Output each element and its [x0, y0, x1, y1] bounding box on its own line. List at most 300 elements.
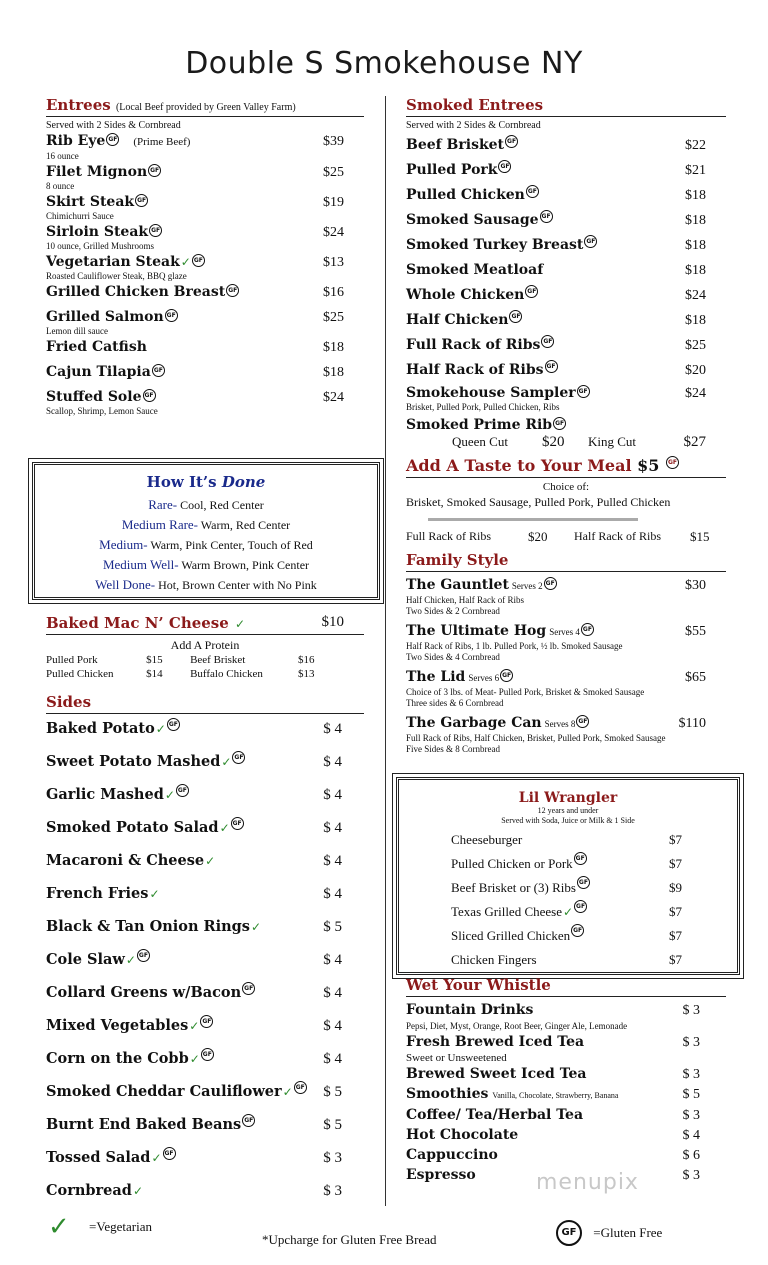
doneness-title [35, 473, 377, 491]
entree-desc: Roasted Cauliflower Steak, BBQ glaze [46, 271, 187, 281]
taste-half-label: Half Rack of Ribs [574, 529, 661, 543]
entree-item [46, 364, 364, 381]
entrees-list [46, 133, 364, 417]
gluten-free-icon: GF [231, 817, 244, 830]
lil-wrangler-list [399, 828, 737, 972]
family-desc: Five Sides & 8 Cornbread [406, 744, 500, 754]
mac-protein-price: $15 [146, 654, 163, 666]
entree-price: $24 [323, 225, 344, 240]
side-price: $ 5 [323, 1117, 342, 1133]
lil-wrangler-name: Beef Brisket or (3) Ribs [451, 880, 576, 895]
vegetarian-icon: ✓ [155, 722, 166, 736]
smoked-price: $18 [685, 188, 706, 203]
family-serves: Serves 4 [549, 627, 580, 637]
vegetarian-legend-icon: ✓ [48, 1212, 70, 1242]
family-price: $65 [685, 670, 706, 685]
taste-ribs [406, 529, 726, 547]
family-item [406, 715, 726, 755]
side-price: $ 4 [323, 1051, 342, 1067]
side-item [46, 1048, 364, 1081]
doneness-list [35, 495, 377, 595]
gluten-free-icon: GF [163, 1147, 176, 1160]
gluten-free-legend-label: =Gluten Free [593, 1225, 663, 1240]
entree-name: Skirt Steak [46, 194, 135, 210]
side-name: Smoked Potato Salad [46, 819, 219, 836]
entrees-note: (Local Beef provided by Green Valley Farm) [115, 102, 296, 113]
smoked-item [406, 210, 726, 231]
footer-veg-legend [48, 1212, 152, 1242]
side-name: Corn on the Cobb [46, 1050, 189, 1067]
doneness-description: Warm, Red Center [198, 518, 291, 532]
entree-name: Fried Catfish [46, 339, 147, 355]
gluten-free-icon: GF [571, 924, 584, 937]
lil-wrangler-price: $7 [669, 928, 682, 943]
gluten-free-icon: GF [200, 1015, 213, 1028]
smoked-title: Smoked Entrees [406, 96, 544, 114]
smoked-sub: Served with 2 Sides & Cornbread [406, 120, 541, 131]
drinks-list [406, 1001, 726, 1185]
side-price: $ 4 [323, 721, 342, 737]
gluten-free-icon: GF [545, 360, 558, 373]
drink-price: $ 3 [682, 1035, 700, 1050]
gluten-free-icon: GF [148, 164, 161, 177]
doneness-line [35, 535, 377, 555]
family-name: The Garbage Can [406, 715, 542, 731]
lil-wrangler-name: Texas Grilled Cheese [451, 904, 562, 919]
drink-item [406, 1033, 726, 1065]
side-price: $ 5 [323, 1084, 342, 1100]
family-price: $110 [678, 716, 706, 731]
family-serves: Serves 6 [468, 673, 500, 683]
gluten-free-icon: GF [242, 982, 255, 995]
sides-title: Sides [46, 693, 92, 711]
taste-rule [428, 518, 638, 521]
side-price: $ 4 [323, 985, 342, 1001]
side-item [46, 817, 364, 850]
mac-protein-name: Pulled Chicken [46, 668, 114, 680]
side-price: $ 4 [323, 952, 342, 968]
lil-wrangler-name: Pulled Chicken or Pork [451, 856, 573, 871]
watermark: menupix [536, 1170, 639, 1195]
smoked-desc: Brisket, Pulled Pork, Pulled Chicken, Ribs [406, 402, 560, 412]
smoked-name: Smokehouse Sampler [406, 385, 576, 401]
entree-desc: Lemon dill sauce [46, 326, 108, 336]
gluten-free-icon: GF [226, 284, 239, 297]
drink-name: Smoothies [406, 1086, 489, 1102]
side-item [46, 1114, 364, 1147]
lil-wrangler-item [451, 924, 737, 948]
side-item [46, 1015, 364, 1048]
prime-rib [406, 417, 726, 434]
drink-desc: Pepsi, Diet, Myst, Orange, Root Beer, Ginger Ale, Lemonade [406, 1021, 628, 1031]
side-name: Macaroni & Cheese [46, 852, 205, 869]
drinks-title: Wet Your Whistle [406, 976, 551, 994]
gluten-free-icon: GF [574, 852, 587, 865]
entree-name: Filet Mignon [46, 164, 148, 180]
gluten-free-icon: GF [192, 254, 205, 267]
smoked-item [406, 385, 726, 413]
sides-heading [46, 693, 364, 714]
drink-item [406, 1106, 726, 1125]
drinks-heading [406, 976, 726, 997]
side-name: Burnt End Baked Beans [46, 1116, 242, 1133]
lil-wrangler-price: $7 [669, 904, 682, 919]
vegetarian-icon: ✓ [563, 905, 574, 919]
gluten-free-icon: GF [666, 456, 679, 469]
drink-item [406, 1001, 726, 1033]
side-name: French Fries [46, 885, 149, 902]
gluten-free-icon: GF [525, 285, 538, 298]
doneness-level: Well Done- [95, 577, 156, 592]
family-item [406, 577, 726, 617]
entree-price: $16 [323, 285, 344, 300]
mac-protein-price: $14 [146, 668, 163, 680]
drink-name: Hot Chocolate [406, 1127, 519, 1143]
gluten-free-icon: GF [541, 335, 554, 348]
side-price: $ 3 [323, 1150, 342, 1166]
sides-list [46, 718, 364, 1213]
smoked-item [406, 160, 726, 181]
entree-desc: Scallop, Shrimp, Lemon Sauce [46, 406, 158, 416]
smoked-item [406, 360, 726, 381]
lil-wrangler-price: $7 [669, 952, 682, 967]
doneness-line [35, 575, 377, 595]
doneness-box [32, 462, 380, 600]
gluten-free-icon: GF [152, 364, 165, 377]
vegetarian-icon: ✓ [221, 755, 232, 769]
smoked-price: $20 [685, 363, 706, 378]
drink-price: $ 3 [682, 1067, 700, 1082]
side-item [46, 883, 364, 916]
smoked-price: $21 [685, 163, 706, 178]
smoked-item [406, 135, 726, 156]
doneness-level: Medium- [99, 537, 148, 552]
entree-item [46, 309, 364, 337]
entree-name: Stuffed Sole [46, 389, 142, 405]
entree-item [46, 284, 364, 301]
smoked-item [406, 235, 726, 256]
mac-protein-price: $16 [298, 654, 315, 666]
drink-name: Espresso [406, 1167, 476, 1183]
smoked-name: Smoked Meatloaf [406, 262, 544, 278]
drink-desc: Sweet or Unsweetened [406, 1052, 507, 1064]
lil-wrangler-price: $9 [669, 880, 682, 895]
drink-name: Fresh Brewed Iced Tea [406, 1034, 585, 1050]
gluten-free-icon: GF [544, 577, 557, 590]
entree-desc: Chimichurri Sauce [46, 211, 114, 221]
queen-cut-price: $20 [542, 434, 565, 450]
drink-price: $ 5 [682, 1087, 700, 1102]
mac-heading [46, 614, 364, 635]
taste-price: $5 [637, 456, 660, 475]
side-price: $ 4 [323, 853, 342, 869]
side-price: $ 4 [323, 1018, 342, 1034]
gluten-free-icon: GF [526, 185, 539, 198]
drink-name: Cappuccino [406, 1147, 498, 1163]
doneness-level: Medium Well- [102, 557, 179, 572]
lil-wrangler-item [451, 828, 737, 852]
family-desc: Two Sides & 4 Cornbread [406, 652, 500, 662]
side-name: Garlic Mashed [46, 786, 164, 803]
lil-wrangler-item [451, 948, 737, 972]
doneness-line [35, 515, 377, 535]
lil-wrangler-item [451, 852, 737, 876]
gluten-free-legend-icon: GF [556, 1220, 582, 1246]
gluten-free-icon: GF [581, 623, 594, 636]
gluten-free-icon: GF [576, 715, 589, 728]
gluten-free-icon: GF [232, 751, 245, 764]
gluten-free-icon: GF [509, 310, 522, 323]
drink-name: Brewed Sweet Iced Tea [406, 1066, 587, 1082]
smoked-item [406, 310, 726, 331]
gluten-free-icon: GF [505, 135, 518, 148]
doneness-description: Hot, Brown Center with No Pink [155, 578, 317, 592]
family-serves: Serves 2 [511, 581, 543, 591]
smoked-name: Smoked Turkey Breast [406, 237, 584, 253]
family-desc: Full Rack of Ribs, Half Chicken, Brisket, Pulled Pork, Smoked Sausage [406, 733, 666, 743]
vegetarian-icon: ✓ [151, 1151, 162, 1165]
drinks-section [406, 976, 726, 1186]
drink-item [406, 1085, 726, 1105]
family-item [406, 669, 726, 709]
taste-choice: Choice of: [542, 481, 590, 493]
column-divider [385, 96, 386, 1206]
family-name: The Gauntlet [406, 577, 509, 593]
lil-wrangler-name: Cheeseburger [451, 832, 523, 847]
gluten-free-icon: GF [577, 876, 590, 889]
king-cut-price: $27 [683, 434, 706, 450]
entree-item [46, 339, 364, 356]
side-item [46, 949, 364, 982]
entrees-title: Entrees [46, 96, 111, 114]
drink-item [406, 1146, 726, 1165]
drink-item [406, 1126, 726, 1145]
entree-item [46, 254, 364, 282]
mac-protein-name: Pulled Pork [46, 654, 98, 666]
vegetarian-legend-label: =Vegetarian [89, 1219, 152, 1234]
gluten-free-icon: GF [201, 1048, 214, 1061]
smoked-name: Whole Chicken [406, 287, 525, 303]
entree-name: Rib Eye [46, 133, 106, 149]
taste-full-label: Full Rack of Ribs [406, 529, 492, 543]
prime-rib-cuts [406, 434, 726, 452]
footer-gf-legend [556, 1220, 662, 1246]
family-item [406, 623, 726, 663]
lil-wrangler-box [396, 777, 740, 975]
entree-price: $19 [323, 195, 344, 210]
side-price: $ 4 [323, 754, 342, 770]
taste-half-price: $15 [690, 529, 710, 544]
entree-item [46, 389, 364, 417]
lil-wrangler-item [451, 876, 737, 900]
doneness-line [35, 495, 377, 515]
lil-wrangler-price: $7 [669, 832, 682, 847]
smoked-name: Half Rack of Ribs [406, 362, 544, 378]
footer-upcharge: *Upcharge for Gluten Free Bread [262, 1232, 437, 1247]
entree-name: Vegetarian Steak [46, 254, 180, 270]
smoked-price: $24 [685, 386, 706, 401]
smoked-name: Pulled Chicken [406, 187, 525, 203]
entree-name: Cajun Tilapia [46, 364, 151, 380]
vegetarian-icon: ✓ [149, 887, 160, 901]
vegetarian-icon: ✓ [235, 617, 246, 631]
side-item [46, 916, 364, 949]
smoked-price: $18 [685, 263, 706, 278]
mac-protein-name: Beef Brisket [190, 654, 246, 666]
doneness-description: Cool, Red Center [177, 498, 264, 512]
mac-protein-row [46, 667, 342, 681]
vegetarian-icon: ✓ [205, 854, 216, 868]
entree-item [46, 133, 364, 162]
taste-title: Add A Taste to Your Meal [406, 456, 632, 475]
page-title: Double S Smokehouse NY [185, 46, 583, 81]
side-price: $ 3 [323, 1183, 342, 1199]
family-desc: Two Sides & 2 Cornbread [406, 606, 500, 616]
smoked-price: $24 [685, 288, 706, 303]
side-item [46, 982, 364, 1015]
side-price: $ 4 [323, 787, 342, 803]
doneness-description: Warm, Pink Center, Touch of Red [147, 538, 313, 552]
vegetarian-icon: ✓ [250, 920, 262, 934]
drink-price: $ 6 [682, 1148, 700, 1163]
mac-protein-row [46, 653, 342, 667]
gluten-free-icon: GF [584, 235, 597, 248]
entree-price: $18 [323, 365, 344, 380]
side-price: $ 4 [323, 820, 342, 836]
smoked-price: $18 [685, 213, 706, 228]
smoked-heading [406, 96, 726, 117]
gluten-free-icon: GF [143, 389, 156, 402]
entree-price: $13 [323, 255, 344, 270]
family-list [406, 577, 726, 755]
entree-item [46, 224, 364, 252]
lil-wrangler-name: Chicken Fingers [451, 952, 537, 967]
gluten-free-icon: GF [149, 224, 162, 237]
entree-name: Sirloin Steak [46, 224, 149, 240]
doneness-description: Warm Brown, Pink Center [178, 558, 310, 572]
side-name: Black & Tan Onion Rings [46, 918, 250, 935]
entree-aside: (Prime Beef) [133, 136, 191, 148]
side-item [46, 1081, 364, 1114]
vegetarian-icon: ✓ [189, 1052, 200, 1066]
entree-price: $18 [323, 340, 344, 355]
smoked-item [406, 285, 726, 306]
smoked-item [406, 260, 726, 281]
smoked-price: $25 [685, 338, 706, 353]
right-column [406, 96, 726, 761]
entree-name: Grilled Salmon [46, 309, 164, 325]
left-column [46, 96, 364, 417]
smoked-name: Half Chicken [406, 312, 509, 328]
entree-price: $39 [323, 134, 344, 149]
family-desc: Half Chicken, Half Rack of Ribs [406, 595, 524, 605]
lil-wrangler-item [451, 900, 737, 924]
lil-wrangler-note-served: Served with Soda, Juice or Milk & 1 Side [501, 816, 635, 825]
gluten-free-icon: GF [553, 417, 566, 430]
mac-protein-name: Buffalo Chicken [190, 668, 263, 680]
side-item [46, 751, 364, 784]
side-name: Baked Potato [46, 720, 155, 737]
mac-protein-price: $13 [298, 668, 315, 680]
side-name: Cole Slaw [46, 951, 125, 968]
gluten-free-icon: GF [540, 210, 553, 223]
side-name: Tossed Salad [46, 1149, 151, 1166]
gluten-free-icon: GF [137, 949, 150, 962]
gluten-free-icon: GF [176, 784, 189, 797]
side-price: $ 4 [323, 886, 342, 902]
entree-price: $25 [323, 165, 344, 180]
smoked-price: $18 [685, 313, 706, 328]
family-serves: Serves 8 [544, 719, 576, 729]
smoked-price: $22 [685, 138, 706, 153]
family-desc: Choice of 3 lbs. of Meat- Pulled Pork, Brisket & Smoked Sausage [406, 687, 645, 697]
entree-price: $25 [323, 310, 344, 325]
side-name: Collard Greens w/Bacon [46, 984, 242, 1001]
lil-wrangler-name: Sliced Grilled Chicken [451, 928, 571, 943]
vegetarian-icon: ✓ [125, 953, 136, 967]
vegetarian-icon: ✓ [180, 255, 191, 269]
drink-aside: Vanilla, Chocolate, Strawberry, Banana [492, 1091, 619, 1100]
side-item [46, 850, 364, 883]
drink-item [406, 1065, 726, 1084]
gluten-free-icon: GF [135, 194, 148, 207]
gluten-free-icon: GF [574, 900, 587, 913]
smoked-price: $18 [685, 238, 706, 253]
side-item [46, 784, 364, 817]
vegetarian-icon: ✓ [164, 788, 175, 802]
smoked-name: Pulled Pork [406, 162, 498, 178]
smoked-item [406, 335, 726, 356]
lil-wrangler-title: Lil Wrangler [518, 790, 618, 806]
family-desc: Half Rack of Ribs, 1 lb. Pulled Pork, ½ lb. Smoked Sausage [406, 641, 623, 651]
vegetarian-icon: ✓ [219, 821, 230, 835]
gluten-free-icon: GF [165, 309, 178, 322]
mac-price: $10 [321, 614, 344, 630]
queen-cut-label: Queen Cut [452, 434, 508, 449]
entree-price: $24 [323, 390, 344, 405]
king-cut-label: King Cut [588, 434, 637, 449]
mac-sub: Add A Protein [170, 638, 240, 652]
entree-desc: 10 ounce, Grilled Mushrooms [46, 241, 154, 251]
taste-full-price: $20 [528, 529, 548, 544]
side-name: Smoked Cheddar Cauliflower [46, 1083, 282, 1100]
gluten-free-icon: GF [498, 160, 511, 173]
side-item [46, 1180, 364, 1213]
doneness-title-a: How It’s [146, 473, 217, 491]
entree-item [46, 194, 364, 222]
mac-protein-table [46, 653, 342, 681]
side-name: Sweet Potato Mashed [46, 753, 221, 770]
side-name: Mixed Vegetables [46, 1017, 189, 1034]
side-item [46, 718, 364, 751]
gluten-free-icon: GF [577, 385, 590, 398]
family-price: $55 [685, 624, 706, 639]
entree-item [46, 164, 364, 192]
taste-options: Brisket, Smoked Sausage, Pulled Pork, Pulled Chicken [406, 495, 671, 509]
family-heading [406, 551, 726, 572]
smoked-name: Beef Brisket [406, 137, 505, 153]
mac-title: Baked Mac N’ Cheese [46, 614, 229, 632]
lil-wrangler-price: $7 [669, 856, 682, 871]
drink-name: Coffee/ Tea/Herbal Tea [406, 1107, 584, 1123]
family-desc: Three sides & 6 Cornbread [406, 698, 504, 708]
drink-price: $ 3 [682, 1003, 700, 1018]
taste-heading [406, 456, 726, 478]
smoked-item [406, 185, 726, 206]
vegetarian-icon: ✓ [132, 1184, 143, 1198]
drink-price: $ 3 [682, 1168, 700, 1183]
entree-desc: 8 ounce [46, 181, 75, 191]
